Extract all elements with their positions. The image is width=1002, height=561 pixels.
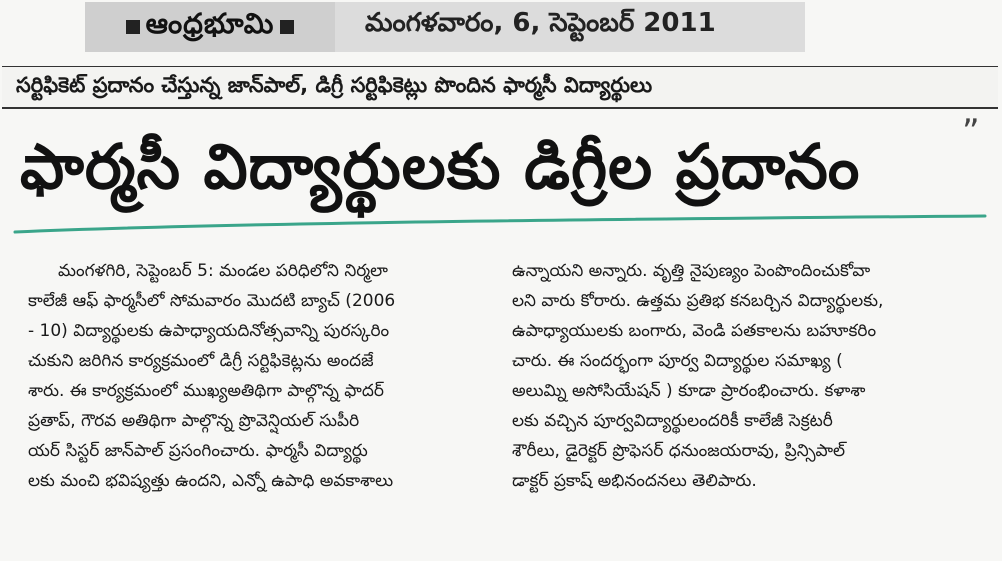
article-line: అలుమ్ని అసోసియేషన్ ) కూడా ప్రారంభించారు. కళాశా <box>512 381 866 401</box>
caption-text: సర్టిఫికెట్ ప్రదానం చేస్తున్న జాన్‌పాల్, డిగ్రీ సర్టిఫికెట్లు పొందిన ఫార్మసీ విద్యార్థులు <box>16 73 653 97</box>
article-column-right <box>512 256 982 496</box>
newspaper-logo <box>85 2 335 52</box>
article-line: చుకుని జరిగిన కార్యక్రమంలో డిగ్రీ సర్టిఫికెట్లను అందజే <box>28 351 374 371</box>
logo-square-icon <box>280 20 294 34</box>
article-line: మంగళగిరి, సెప్టెంబర్ 5: మండల పరిధిలోని నిర్మలా <box>58 261 388 281</box>
article-column-left <box>28 256 498 496</box>
article-line: ఉపాధ్యాయులకు బంగారు, వెండి పతకాలను బహూకరిం <box>512 321 877 341</box>
article-line: లకు వచ్చిన పూర్వవిద్యార్థులందరికీ కాలేజీ సెక్రటరీ <box>512 411 833 431</box>
quote-mark-icon: ” <box>962 112 980 152</box>
article-line: - 10) విద్యార్థులకు ఉపాధ్యాయదినోత్సవాన్ని పురస్కరిం <box>28 321 390 341</box>
headline-underline <box>0 210 1002 240</box>
article-line: లని వారు కోరారు. ఉత్తమ ప్రతిభ కనబర్చిన విద్యార్థులకు, <box>512 291 884 311</box>
headline: ఫార్మసీ విద్యార్థులకు డిగ్రీల ప్రదానం <box>20 130 861 203</box>
issue-date: మంగళవారం, 6, సెప్టెంబర్ 2011 <box>365 8 716 38</box>
article-line: శౌరీలు, డైరెక్టర్ ప్రొఫెసర్ ధనుంజయరావు, ప్రిన్సిపాల్ <box>512 441 846 461</box>
article-line: చారు. ఈ సందర్భంగా పూర్వ విద్యార్థుల సమాఖ్య ( <box>512 351 843 371</box>
article-line: యర్ సిస్టర్ జాన్‌పాల్ ప్రసంగించారు. ఫార్మసీ విద్యార్థు <box>28 441 368 461</box>
article-line: డాక్టర్ ప్రకాష్ అభినందనలు తెలిపారు. <box>512 471 757 491</box>
logo-square-icon <box>126 20 140 34</box>
article-line: శారు. ఈ కార్యక్రమంలో ముఖ్యఅతిథిగా పాల్గొన్న ఫాదర్ <box>28 381 384 401</box>
logo-text: ఆంధ్రభూమి <box>145 7 275 40</box>
article-line: ప్రతాప్, గౌరవ అతిథిగా పాల్గొన్న ప్రొవెన్షియల్ సుపీరి <box>28 411 360 431</box>
article-line: లకు మంచి భవిష్యత్తు ఉందని, ఎన్నో ఉపాధి అవకాశాలు <box>28 471 394 491</box>
article-line: ఉన్నాయని అన్నారు. వృత్తి నైపుణ్యం పెంపొందించుకోవా <box>512 261 871 281</box>
article-line: కాలేజీ ఆఫ్ ఫార్మసీలో సోమవారం మొదటి బ్యాచ్ (2006 <box>28 291 396 311</box>
masthead <box>85 2 805 52</box>
photo-caption <box>2 66 998 109</box>
